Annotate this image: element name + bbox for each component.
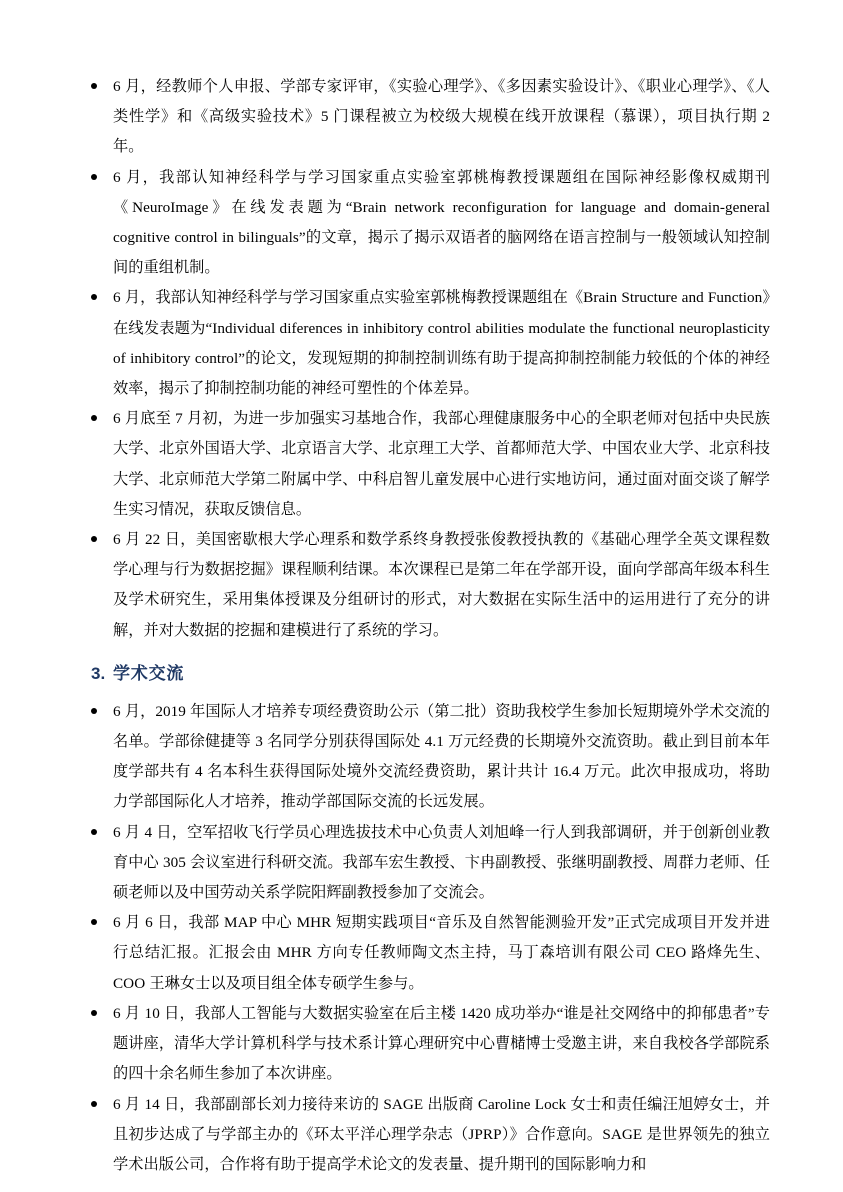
- bullet-list-section-2: [90, 697, 770, 1180]
- bullet-dot-icon: [91, 1101, 97, 1107]
- section-heading: [90, 659, 770, 689]
- bullet-dot-icon: [91, 294, 97, 300]
- paragraph-text: 6 月，经教师个人申报、学部专家评审，《实验心理学》、《多因素实验设计》、《职业心理学》、《人类性学》和《高级实验技术》5 门课程被立为校级大规模在线开放课程（慕课），项目执行期 2 年。: [113, 78, 770, 156]
- list-item: [90, 404, 770, 525]
- list-item: [90, 525, 770, 646]
- list-item: [90, 999, 770, 1090]
- paragraph-text: 6 月，我部认知神经科学与学习国家重点实验室郭桃梅教授课题组在国际神经影像权威期刊《NeuroImage》在线发表题为“Brain network reconfiguration for language and domain-general cognitive control in bilinguals”的文章，揭示了揭示双语者的脑网络在语言控制与一般领域认知控制间的重组机制。: [113, 168, 770, 277]
- bullet-dot-icon: [91, 1010, 97, 1016]
- list-item: [90, 163, 770, 284]
- paragraph-text: 6 月，我部认知神经科学与学习国家重点实验室郭桃梅教授课题组在《Brain Structure and Function》在线发表题为“Individual diferences in inhibitory control abilities modulate the functional neuroplasticity of inhibitory control”的论文，发现短期的抑制控制训练有助于提高抑制控制能力较低的个体的神经效率，揭示了抑制控制功能的神经可塑性的个体差异。: [113, 289, 770, 398]
- page-content: [90, 72, 770, 1180]
- bullet-dot-icon: [91, 829, 97, 835]
- bullet-dot-icon: [91, 536, 97, 542]
- list-item: [90, 72, 770, 163]
- list-item: [90, 697, 770, 818]
- paragraph-text: 6 月 4 日，空军招收飞行学员心理选拔技术中心负责人刘旭峰一行人到我部调研，并于创新创业教育中心 305 会议室进行科研交流。我部车宏生教授、卞冉副教授、张继明副教授、周群力老师、任硕老师以及中国劳动关系学院阳辉副教授参加了交流会。: [113, 823, 770, 902]
- bullet-dot-icon: [91, 708, 97, 714]
- paragraph-text: 6 月，2019 年国际人才培养专项经费资助公示（第二批）资助我校学生参加长短期境外学术交流的名单。学部徐健捷等 3 名同学分别获得国际处 4.1 万元经费的长期境外交流资助。截止到目前本年度学部共有 4 名本科生获得国际处境外交流经费资助，累计共计 16.4 万元。此次申报成功，将助力学部国际化人才培养，推动学部国际交流的长远发展。: [113, 702, 770, 811]
- list-item: [90, 908, 770, 999]
- bullet-dot-icon: [91, 415, 97, 421]
- bullet-dot-icon: [91, 83, 97, 89]
- paragraph-text: 6 月 10 日，我部人工智能与大数据实验室在后主楼 1420 成功举办“谁是社交网络中的抑郁患者”专题讲座，清华大学计算机科学与技术系计算心理研究中心曹槠博士受邀主讲，来自我校各学部院系的四十余名师生参加了本次讲座。: [113, 1004, 770, 1083]
- paragraph-text: 6 月 22 日，美国密歇根大学心理系和数学系终身教授张俊教授执教的《基础心理学全英文课程数学心理与行为数据挖掘》课程顺利结课。本次课程已是第二年在学部开设，面向学部高年级本科生及学术研究生，采用集体授课及分组研讨的形式，对大数据在实际生活中的运用进行了充分的讲解，并对大数据的挖掘和建模进行了系统的学习。: [113, 531, 770, 639]
- section-title: 学术交流: [113, 663, 185, 683]
- bullet-dot-icon: [91, 919, 97, 925]
- bullet-dot-icon: [91, 174, 97, 180]
- paragraph-text: 6 月 6 日，我部 MAP 中心 MHR 短期实践项目“音乐及自然智能测验开发”正式完成项目开发并进行总结汇报。汇报会由 MHR 方向专任教师陶文杰主持，马丁森培训有限公司 CEO 路烽先生、COO 王琳女士以及项目组全体专硕学生参与。: [113, 914, 770, 992]
- list-item: [90, 283, 770, 404]
- paragraph-text: 6 月 14 日，我部副部长刘力接待来访的 SAGE 出版商 Caroline Lock 女士和责任编汪旭婷女士，并且初步达成了与学部主办的《环太平洋心理学杂志（JPRP）》合作意向。SAGE 是世界领先的独立学术出版公司，合作将有助于提高学术论文的发表量、提升期刊的国际影响力和: [113, 1095, 770, 1173]
- list-item: [90, 1090, 770, 1181]
- section-number: 3.: [91, 663, 106, 683]
- paragraph-text: 6 月底至 7 月初，为进一步加强实习基地合作，我部心理健康服务中心的全职老师对包括中央民族大学、北京外国语大学、北京语言大学、北京理工大学、首都师范大学、中国农业大学、北京科技大学、北京师范大学第二附属中学、中科启智儿童发展中心进行实地访问，通过面对面交谈了解学生实习情况，获取反馈信息。: [113, 410, 770, 518]
- list-item: [90, 818, 770, 909]
- bullet-list-section-1: [90, 72, 770, 646]
